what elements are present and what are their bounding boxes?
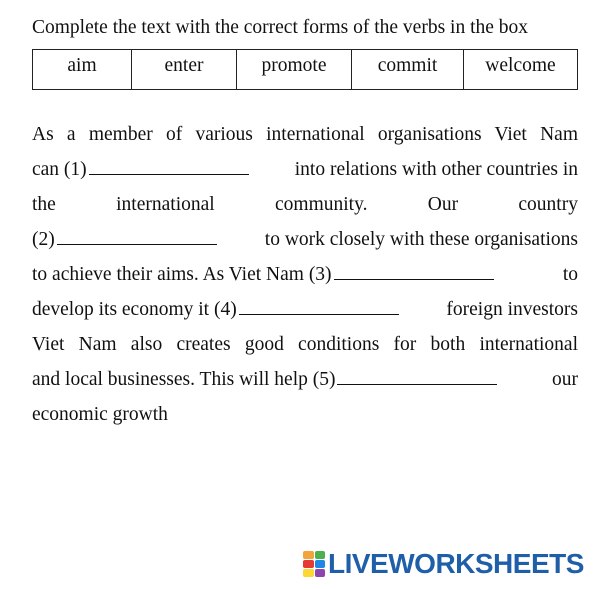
passage-line-6 — [32, 295, 578, 330]
word-promote: promote — [237, 50, 352, 90]
passage-text: and local businesses. This will help (5) — [32, 369, 336, 390]
word-box — [32, 49, 578, 90]
passage — [32, 120, 578, 435]
passage-text: develop its economy it (4) — [32, 299, 237, 320]
blank-3-input[interactable] — [334, 261, 494, 280]
passage-word: Our — [427, 194, 459, 215]
passage-line-8 — [32, 365, 578, 400]
passage-text: (2) — [32, 229, 55, 250]
blank-4-input[interactable] — [239, 296, 399, 315]
passage-word: community. — [275, 194, 368, 215]
blank-5-input[interactable] — [337, 366, 497, 385]
passage-text: economic growth — [32, 404, 168, 425]
passage-line-5 — [32, 260, 578, 295]
passage-text: can (1) — [32, 159, 87, 180]
blank-2-input[interactable] — [57, 226, 217, 245]
passage-word: the — [32, 194, 56, 215]
passage-word: international — [116, 194, 215, 215]
passage-line-1 — [32, 120, 578, 155]
brand-text: LIVEWORKSHEETS — [328, 548, 584, 579]
logo-block — [315, 560, 326, 568]
logo-block — [303, 569, 314, 577]
word-aim: aim — [33, 50, 132, 90]
passage-text: into relations with other countries in — [294, 159, 578, 180]
passage-text: to achieve their aims. As Viet Nam (3) — [32, 264, 332, 285]
passage-line-9 — [32, 400, 578, 435]
logo-block — [315, 551, 326, 559]
word-welcome: welcome — [464, 50, 578, 90]
logo-block — [315, 569, 326, 577]
passage-word: country — [518, 194, 578, 215]
passage-line-3 — [32, 190, 578, 225]
passage-line-7 — [32, 330, 578, 365]
word-commit: commit — [352, 50, 464, 90]
liveworksheets-brand — [303, 549, 584, 579]
passage-text: As a member of various international organisations Viet Nam — [32, 124, 578, 145]
logo-block — [303, 560, 314, 568]
passage-text: our — [552, 369, 578, 390]
logo-block — [303, 551, 314, 559]
instruction-text: Complete the text with the correct forms of the verbs in the box — [32, 17, 529, 38]
passage-text: foreign investors — [446, 299, 578, 320]
passage-line-4 — [32, 225, 578, 260]
blank-1-input[interactable] — [89, 156, 249, 175]
passage-text: Viet Nam also creates good conditions for both international — [32, 334, 578, 355]
passage-text: to work closely with these organisations — [264, 229, 578, 250]
passage-text: to — [562, 264, 578, 285]
word-enter: enter — [132, 50, 237, 90]
passage-line-2 — [32, 155, 578, 190]
liveworksheets-logo-icon — [303, 551, 325, 577]
